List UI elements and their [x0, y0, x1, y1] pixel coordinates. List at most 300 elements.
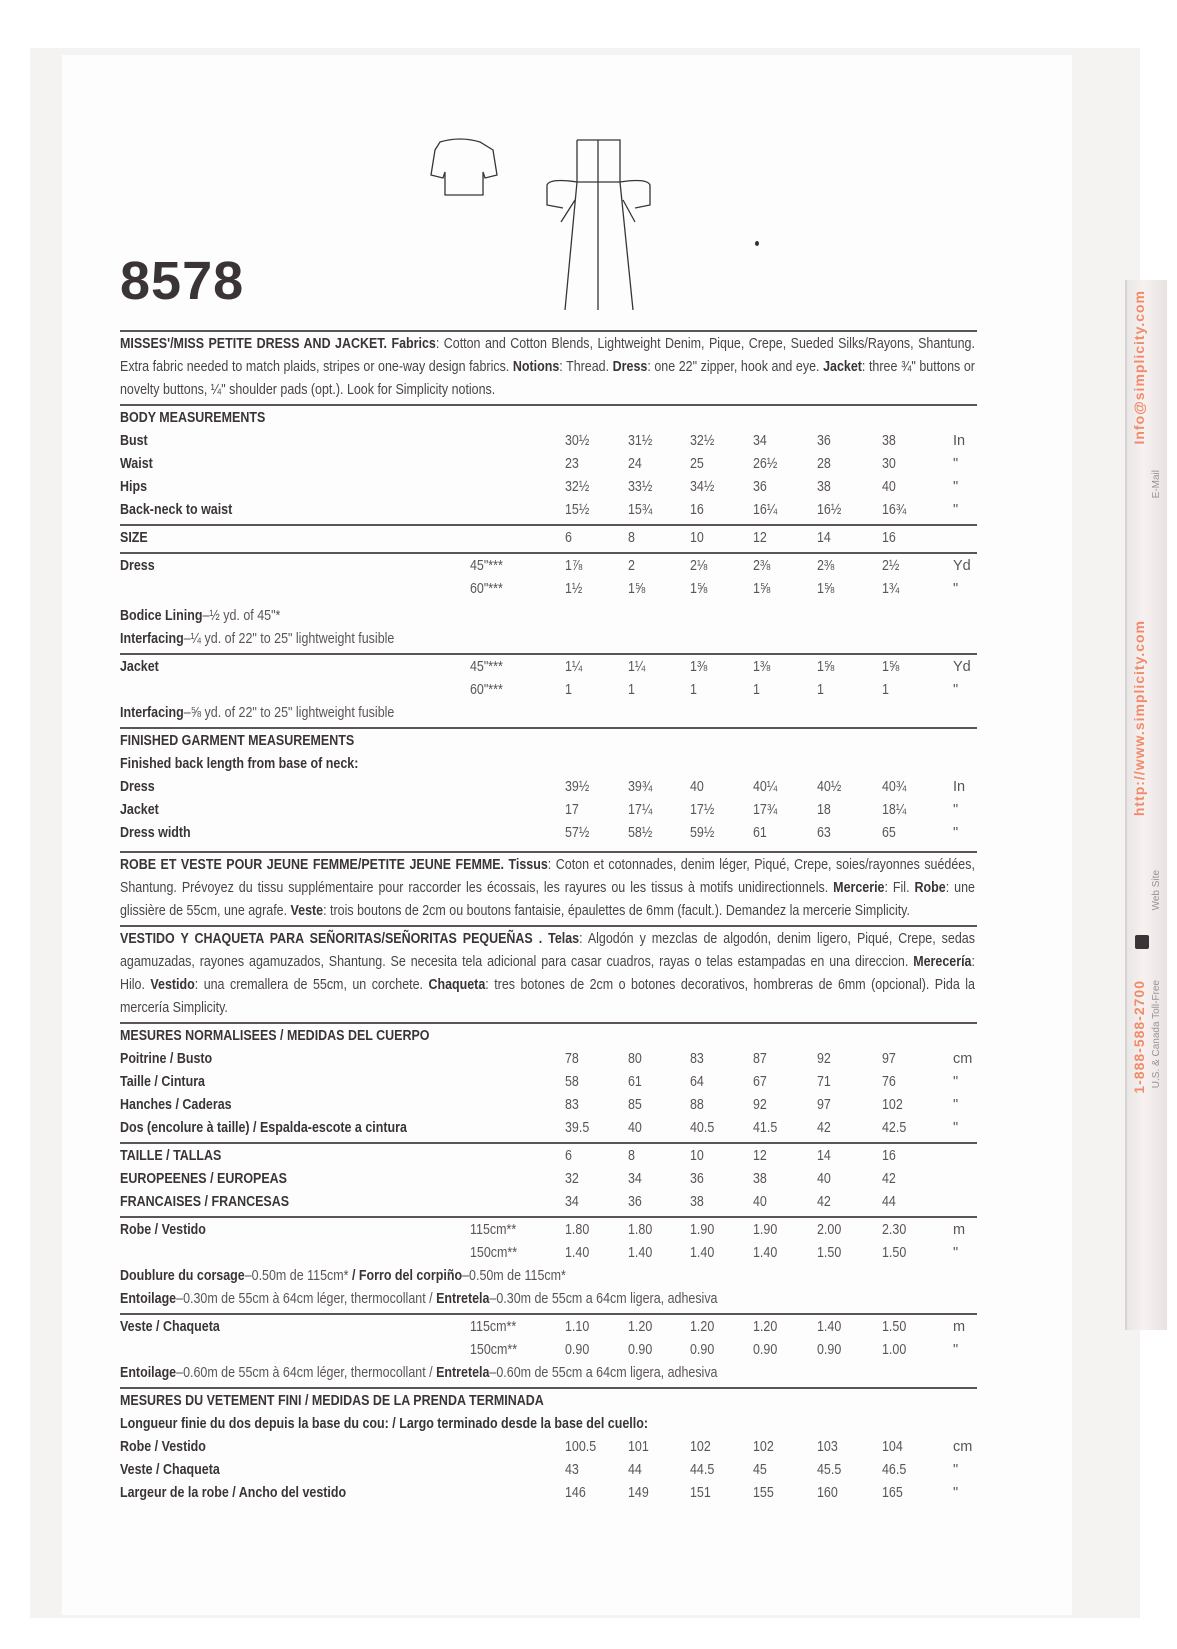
cell-value: 40.5: [690, 1120, 715, 1136]
cell-value: 32: [565, 1171, 579, 1187]
table-row: [120, 578, 977, 601]
size-value: 14: [817, 530, 831, 546]
cell-value: 42: [817, 1194, 831, 1210]
divider: [120, 524, 977, 526]
cell-value: 1: [753, 682, 760, 698]
divider: [120, 727, 977, 729]
note-text: –½ yd. of 45"*: [202, 608, 281, 624]
cell-value: 23: [565, 456, 579, 472]
cell-value: 151: [690, 1485, 711, 1501]
row-label: Dress: [120, 558, 155, 574]
unit-label: ": [953, 1097, 959, 1113]
cell-value: 146: [565, 1485, 586, 1501]
divider: [120, 1022, 977, 1024]
cell-value: 1⅝: [753, 581, 771, 597]
cell-value: 36: [817, 433, 831, 449]
row-label: Largeur de la robe / Ancho del vestido: [120, 1485, 347, 1501]
cell-value: 102: [690, 1439, 711, 1455]
cell-value: 1.50: [882, 1319, 907, 1335]
pattern-number: 8578: [120, 251, 245, 311]
row-label: Jacket: [120, 802, 159, 818]
unit-label: Yd: [953, 659, 971, 675]
cell-value: 1⅜: [753, 659, 771, 675]
cell-value: 18¼: [882, 802, 907, 818]
cell-value: 88: [690, 1097, 704, 1113]
cell-value: 31½: [628, 433, 653, 449]
table-row: [120, 1459, 977, 1482]
cell-value: 1: [882, 682, 889, 698]
table-row: [120, 656, 977, 679]
cell-value: 2: [628, 558, 635, 574]
unit-label: ": [953, 1462, 959, 1478]
cell-value: 1.40: [753, 1245, 778, 1261]
cell-value: 1.40: [690, 1245, 715, 1261]
row-label: Bust: [120, 433, 148, 449]
merceria-label: Merecería: [913, 954, 972, 970]
table-row: [120, 499, 977, 522]
unit-label: ": [953, 825, 959, 841]
unit-label: ": [953, 581, 959, 597]
cell-value: 78: [565, 1051, 579, 1067]
note-bold: Bodice Lining: [120, 608, 203, 624]
unit-label: m: [953, 1319, 966, 1335]
cell-value: 40¾: [882, 779, 907, 795]
unit-label: In: [953, 433, 966, 449]
cell-value: 42.5: [882, 1120, 907, 1136]
cell-value: 1.20: [628, 1319, 653, 1335]
english-title: MISSES'/MISS PETITE DRESS AND JACKET.: [120, 336, 388, 352]
table-row: [120, 822, 977, 845]
cell-value: 1⅜: [690, 659, 708, 675]
dress-yardage-table: [120, 555, 977, 601]
divider: [120, 404, 977, 406]
cell-value: 1¾: [882, 581, 900, 597]
table-row: [120, 1316, 977, 1339]
cell-value: 40: [882, 479, 896, 495]
cell-value: 1⅞: [565, 558, 583, 574]
cell-value: 16: [882, 1148, 896, 1164]
note-text: –0.30m de 55cm a 64cm ligera, adhesiva: [489, 1291, 718, 1307]
garment-illustration: [415, 130, 675, 315]
telas-label: Telas: [548, 931, 580, 947]
cell-value: 15½: [565, 502, 590, 518]
table-row: [120, 776, 977, 799]
merceria-text: : Hilo.: [120, 954, 975, 993]
cell-value: 34: [753, 433, 767, 449]
cell-value: 45: [753, 1462, 767, 1478]
table-row: [120, 1048, 977, 1071]
table-row: [120, 1191, 977, 1214]
mercerie-text: : Fil.: [884, 880, 915, 896]
metric-finished-table: [120, 1436, 977, 1505]
divider: [120, 1142, 977, 1144]
cell-value: 97: [882, 1051, 896, 1067]
note-bold: Entoilage: [120, 1291, 177, 1307]
cell-value: 103: [817, 1439, 838, 1455]
fabric-width: 150cm**: [470, 1342, 518, 1358]
divider: [120, 330, 977, 332]
cell-value: 40: [628, 1120, 642, 1136]
cell-value: 14: [817, 1148, 831, 1164]
email-text: Info@simplicity.com: [1131, 290, 1147, 445]
cell-value: 44: [628, 1462, 642, 1478]
cell-value: 0.90: [817, 1342, 842, 1358]
cell-value: 10: [690, 1148, 704, 1164]
cell-value: 1.10: [565, 1319, 590, 1335]
cell-value: 1.80: [628, 1222, 653, 1238]
cell-value: 1: [817, 682, 824, 698]
cell-value: 92: [817, 1051, 831, 1067]
cell-value: 17¼: [628, 802, 653, 818]
robe-label: Robe: [914, 880, 946, 896]
row-label: Hips: [120, 479, 148, 495]
cell-value: 58½: [628, 825, 653, 841]
cell-value: 97: [817, 1097, 831, 1113]
spanish-title: VESTIDO Y CHAQUETA PARA SEÑORITAS/SEÑORITAS PEQUEÑAS .: [120, 931, 543, 947]
row-label: Veste / Chaqueta: [120, 1462, 220, 1478]
cell-value: 1.50: [882, 1245, 907, 1261]
row-label: Hanches / Caderas: [120, 1097, 232, 1113]
cell-value: 2.00: [817, 1222, 842, 1238]
cell-value: 16½: [817, 502, 842, 518]
note-text: –¼ yd. of 22" to 25" lightweight fusible: [183, 631, 395, 647]
cell-value: 1.90: [690, 1222, 715, 1238]
cell-value: 1.90: [753, 1222, 778, 1238]
row-label: Dress width: [120, 825, 191, 841]
cell-value: 40: [690, 779, 704, 795]
row-label: Robe / Vestido: [120, 1222, 206, 1238]
robe-yardage-table: [120, 1219, 977, 1265]
row-label: FRANCAISES / FRANCESAS: [120, 1194, 290, 1210]
note-bold: Interfacing: [120, 631, 184, 647]
cell-value: 102: [753, 1439, 774, 1455]
cell-value: 36: [690, 1171, 704, 1187]
row-label: Poitrine / Busto: [120, 1051, 213, 1067]
note-text: –0.50m de 115cm*: [244, 1268, 352, 1284]
cell-value: 102: [882, 1097, 903, 1113]
robe-entoilage-note: [120, 1288, 857, 1311]
web-text: http://www.simplicity.com: [1131, 620, 1147, 817]
cell-value: 38: [690, 1194, 704, 1210]
cell-value: 63: [817, 825, 831, 841]
cell-value: 17¾: [753, 802, 778, 818]
cell-value: 2½: [882, 558, 900, 574]
size-value: 10: [690, 530, 704, 546]
veste-entoilage-note: [120, 1362, 857, 1385]
dress-notions-label: Dress: [612, 359, 648, 375]
row-label: Dos (encolure à taille) / Espalda-escote a cintura: [120, 1120, 407, 1136]
row-label: Back-neck to waist: [120, 502, 233, 518]
fabric-width: 115cm**: [470, 1222, 517, 1238]
dress-interfacing-note: [120, 628, 857, 651]
table-row: [120, 555, 977, 578]
cell-value: 16¾: [882, 502, 907, 518]
cell-value: 26½: [753, 456, 778, 472]
cell-value: 34½: [690, 479, 715, 495]
note-text: –⅝ yd. of 22" to 25" lightweight fusible: [183, 705, 395, 721]
cell-value: 2⅜: [753, 558, 771, 574]
cell-value: 36: [628, 1194, 642, 1210]
table-row: [120, 1242, 977, 1265]
table-row: [120, 1436, 977, 1459]
cell-value: 1½: [565, 581, 583, 597]
unit-label: ": [953, 1342, 959, 1358]
unit-label: cm: [953, 1051, 973, 1067]
body-measurements-title: BODY MEASUREMENTS: [120, 410, 266, 426]
cell-value: 24: [628, 456, 642, 472]
cell-value: 15¾: [628, 502, 653, 518]
cell-value: 83: [690, 1051, 704, 1067]
cell-value: 1: [690, 682, 697, 698]
table-row: [120, 1117, 977, 1140]
unit-label: ": [953, 682, 959, 698]
cell-value: 61: [753, 825, 767, 841]
jacket-notions-text: : three ¾" buttons or novelty buttons, ¼" shoulder pads (opt.). Look for Simplicity notions.: [120, 359, 975, 398]
jacket-notions-label: Jacket: [823, 359, 862, 375]
vestido-text: : una cremallera de 55cm, un corchete.: [194, 977, 429, 993]
cell-value: 59½: [690, 825, 715, 841]
chaqueta-text: : tres botones de 2cm o botones decorativos, hombreras de 6mm (opcional). Pida la mercería Simplicity.: [120, 977, 975, 1016]
telas-text: : Algodón y mezclas de algodón, denim ligero, Piqué, Crepe, sedas agamuzadas, rayones agamuzados, Shantung. Se necesita tela adicional para casar cuadros, rayas o telas estampadas en una direccion.: [120, 931, 975, 970]
veste-yardage-table: [120, 1316, 977, 1362]
fabrics-label: Fabrics: [391, 336, 436, 352]
contact-strip: [1125, 280, 1167, 1330]
cell-value: 2⅛: [690, 558, 708, 574]
table-row: [120, 1168, 977, 1191]
row-label: TAILLE / TALLAS: [120, 1148, 222, 1164]
cell-value: 67: [753, 1074, 767, 1090]
row-label: Taille / Cintura: [120, 1074, 206, 1090]
cell-value: 41.5: [753, 1120, 778, 1136]
cell-value: 101: [628, 1439, 649, 1455]
cell-value: 34: [628, 1171, 642, 1187]
size-value: 8: [628, 530, 635, 546]
row-label: Robe / Vestido: [120, 1439, 206, 1455]
bodice-lining-note: [120, 605, 857, 628]
cell-value: 17½: [690, 802, 715, 818]
divider: [120, 1216, 977, 1218]
cell-value: 1⅝: [882, 659, 900, 675]
notions-label: Notions: [512, 359, 560, 375]
email-label: E-Mail: [1151, 470, 1162, 499]
divider: [120, 851, 977, 853]
cell-value: 1.00: [882, 1342, 907, 1358]
cell-value: 12: [753, 1148, 767, 1164]
cell-value: 36: [753, 479, 767, 495]
fabric-width: 150cm**: [470, 1245, 518, 1261]
cell-value: 8: [628, 1148, 635, 1164]
row-label: Veste / Chaqueta: [120, 1319, 220, 1335]
cell-value: 39¾: [628, 779, 653, 795]
robe-text: : une glissière de 55cm, une agrafe.: [120, 880, 975, 919]
fabric-width: 115cm**: [470, 1319, 517, 1335]
cell-value: 58: [565, 1074, 579, 1090]
size-value: 6: [565, 530, 572, 546]
fabric-width: 45"***: [470, 659, 503, 675]
vestido-label: Vestido: [150, 977, 195, 993]
cell-value: 87: [753, 1051, 767, 1067]
finished-measurements-subtitle: Finished back length from base of neck:: [120, 756, 359, 772]
cell-value: 160: [817, 1485, 838, 1501]
cell-value: 1⅝: [690, 581, 708, 597]
table-row: [120, 453, 977, 476]
unit-label: ": [953, 1245, 959, 1261]
cell-value: 40¼: [753, 779, 778, 795]
cell-value: 155: [753, 1485, 774, 1501]
cell-value: 43: [565, 1462, 579, 1478]
unit-label: ": [953, 1485, 959, 1501]
size-row: [120, 527, 977, 550]
unit-label: ": [953, 456, 959, 472]
cell-value: 2⅜: [817, 558, 835, 574]
cell-value: 1.40: [565, 1245, 590, 1261]
spanish-description: [120, 928, 975, 1020]
table-row: [120, 1339, 977, 1362]
cell-value: 40: [753, 1194, 767, 1210]
tissus-label: Tissus: [508, 857, 548, 873]
cell-value: 1.50: [817, 1245, 842, 1261]
cell-value: 1⅝: [817, 581, 835, 597]
cell-value: 71: [817, 1074, 831, 1090]
cell-value: 42: [817, 1120, 831, 1136]
divider: [120, 653, 977, 655]
cell-value: 1.40: [817, 1319, 842, 1335]
cell-value: 32½: [565, 479, 590, 495]
notions-text: : Thread.: [559, 359, 613, 375]
note-text: –0.30m de 55cm à 64cm léger, thermocollant /: [176, 1291, 437, 1307]
cell-value: 17: [565, 802, 579, 818]
fabric-width: 60"***: [470, 682, 503, 698]
cell-value: 1: [565, 682, 572, 698]
metric-finished-title: MESURES DU VETEMENT FINI / MEDIDAS DE LA PRENDA TERMINADA: [120, 1393, 544, 1409]
cell-value: 0.90: [753, 1342, 778, 1358]
cell-value: 45.5: [817, 1462, 842, 1478]
cell-value: 61: [628, 1074, 642, 1090]
cell-value: 1: [628, 682, 635, 698]
cell-value: 76: [882, 1074, 896, 1090]
cell-value: 1.40: [628, 1245, 653, 1261]
note-text: –0.60m de 55cm a 64cm ligera, adhesiva: [489, 1365, 718, 1381]
cell-value: 39.5: [565, 1120, 590, 1136]
cell-value: 0.90: [565, 1342, 590, 1358]
french-title: ROBE ET VESTE POUR JEUNE FEMME/PETITE JEUNE FEMME.: [120, 857, 505, 873]
note-bold: / Forro del corpiño: [351, 1268, 463, 1284]
note-bold: Entretela: [436, 1291, 490, 1307]
cell-value: 57½: [565, 825, 590, 841]
table-row: [120, 679, 977, 702]
row-label: Waist: [120, 456, 153, 472]
body-measurements-table: [120, 430, 977, 522]
divider: [120, 1313, 977, 1315]
table-row: [120, 430, 977, 453]
cell-value: 28: [817, 456, 831, 472]
cell-value: 1¼: [628, 659, 646, 675]
phone-label: U.S. & Canada Toll-Free: [1151, 980, 1162, 1089]
cell-value: 16: [690, 502, 704, 518]
cell-value: 40: [817, 1171, 831, 1187]
cell-value: 38: [817, 479, 831, 495]
cell-value: 1.20: [690, 1319, 715, 1335]
web-label: Web Site: [1151, 870, 1162, 911]
finished-measurements-table: [120, 776, 977, 845]
cell-value: 33½: [628, 479, 653, 495]
cell-value: 39½: [565, 779, 590, 795]
jacket-dress-sketch-icon: [415, 130, 675, 310]
cell-value: 42: [882, 1171, 896, 1187]
finished-measurements-title: FINISHED GARMENT MEASUREMENTS: [120, 733, 355, 749]
cell-value: 1¼: [565, 659, 583, 675]
fabrics-text: : Cotton and Cotton Blends, Lightweight Denim, Pique, Crepe, Sueded Silks/Rayons, Shantung. Extra fabric needed to match plaids, stripes or one-way design fabrics.: [120, 336, 975, 375]
table-row: [120, 1482, 977, 1505]
cell-value: 32½: [690, 433, 715, 449]
cell-value: 30½: [565, 433, 590, 449]
cell-value: 85: [628, 1097, 642, 1113]
cell-value: 1.20: [753, 1319, 778, 1335]
cell-value: 165: [882, 1485, 903, 1501]
cell-value: 44.5: [690, 1462, 715, 1478]
veste-label: Veste: [290, 903, 324, 919]
cell-value: 6: [565, 1148, 572, 1164]
metric-body-table: [120, 1048, 977, 1140]
cell-value: 40½: [817, 779, 842, 795]
size-value: 12: [753, 530, 767, 546]
table-row: [120, 476, 977, 499]
badge-icon: [1135, 935, 1149, 949]
cell-value: 1⅝: [817, 659, 835, 675]
cell-value: 80: [628, 1051, 642, 1067]
divider: [120, 552, 977, 554]
unit-label: In: [953, 779, 966, 795]
unit-label: ": [953, 802, 959, 818]
french-description: [120, 854, 975, 923]
tissus-text: : Coton et cotonnades, denim léger, Piqué, Crepe, soies/rayonnes suédées, Shantung. Prévoyez du tissu supplémentaire pour raccorder les écossais, les rayures ou les tissus à motifs unidirectionnels.: [120, 857, 975, 896]
table-row: [120, 1094, 977, 1117]
cell-value: 65: [882, 825, 896, 841]
english-description: [120, 333, 975, 402]
cell-value: 34: [565, 1194, 579, 1210]
dress-notions-text: : one 22" zipper, hook and eye.: [647, 359, 824, 375]
cell-value: 0.90: [690, 1342, 715, 1358]
size-value: 16: [882, 530, 896, 546]
cell-value: 104: [882, 1439, 903, 1455]
fabric-width: 60"***: [470, 581, 503, 597]
cell-value: 92: [753, 1097, 767, 1113]
table-row: [120, 1071, 977, 1094]
fabric-width: 45"***: [470, 558, 503, 574]
metric-body-title: MESURES NORMALISEES / MEDIDAS DEL CUERPO: [120, 1028, 430, 1044]
unit-label: ": [953, 1120, 959, 1136]
cell-value: 64: [690, 1074, 704, 1090]
table-row: [120, 799, 977, 822]
metric-finished-subtitle: Longueur finie du dos depuis la base du cou: / Largo terminado desde la base del cuello:: [120, 1416, 648, 1432]
pattern-info: [120, 328, 977, 1505]
size-label: SIZE: [120, 530, 148, 546]
jacket-interfacing-note: [120, 702, 857, 725]
note-text: –0.50m de 115cm*: [462, 1268, 566, 1284]
cell-value: 2.30: [882, 1222, 907, 1238]
cell-value: 46.5: [882, 1462, 907, 1478]
cell-value: 16¼: [753, 502, 778, 518]
row-label: Dress: [120, 779, 155, 795]
doublure-note: [120, 1265, 857, 1288]
phone-text: 1-888-588-2700: [1131, 980, 1147, 1094]
note-bold: Entoilage: [120, 1365, 177, 1381]
cell-value: 100.5: [565, 1439, 597, 1455]
unit-label: ": [953, 1074, 959, 1090]
table-row: [120, 1219, 977, 1242]
unit-label: cm: [953, 1439, 973, 1455]
table-row: [120, 1145, 977, 1168]
